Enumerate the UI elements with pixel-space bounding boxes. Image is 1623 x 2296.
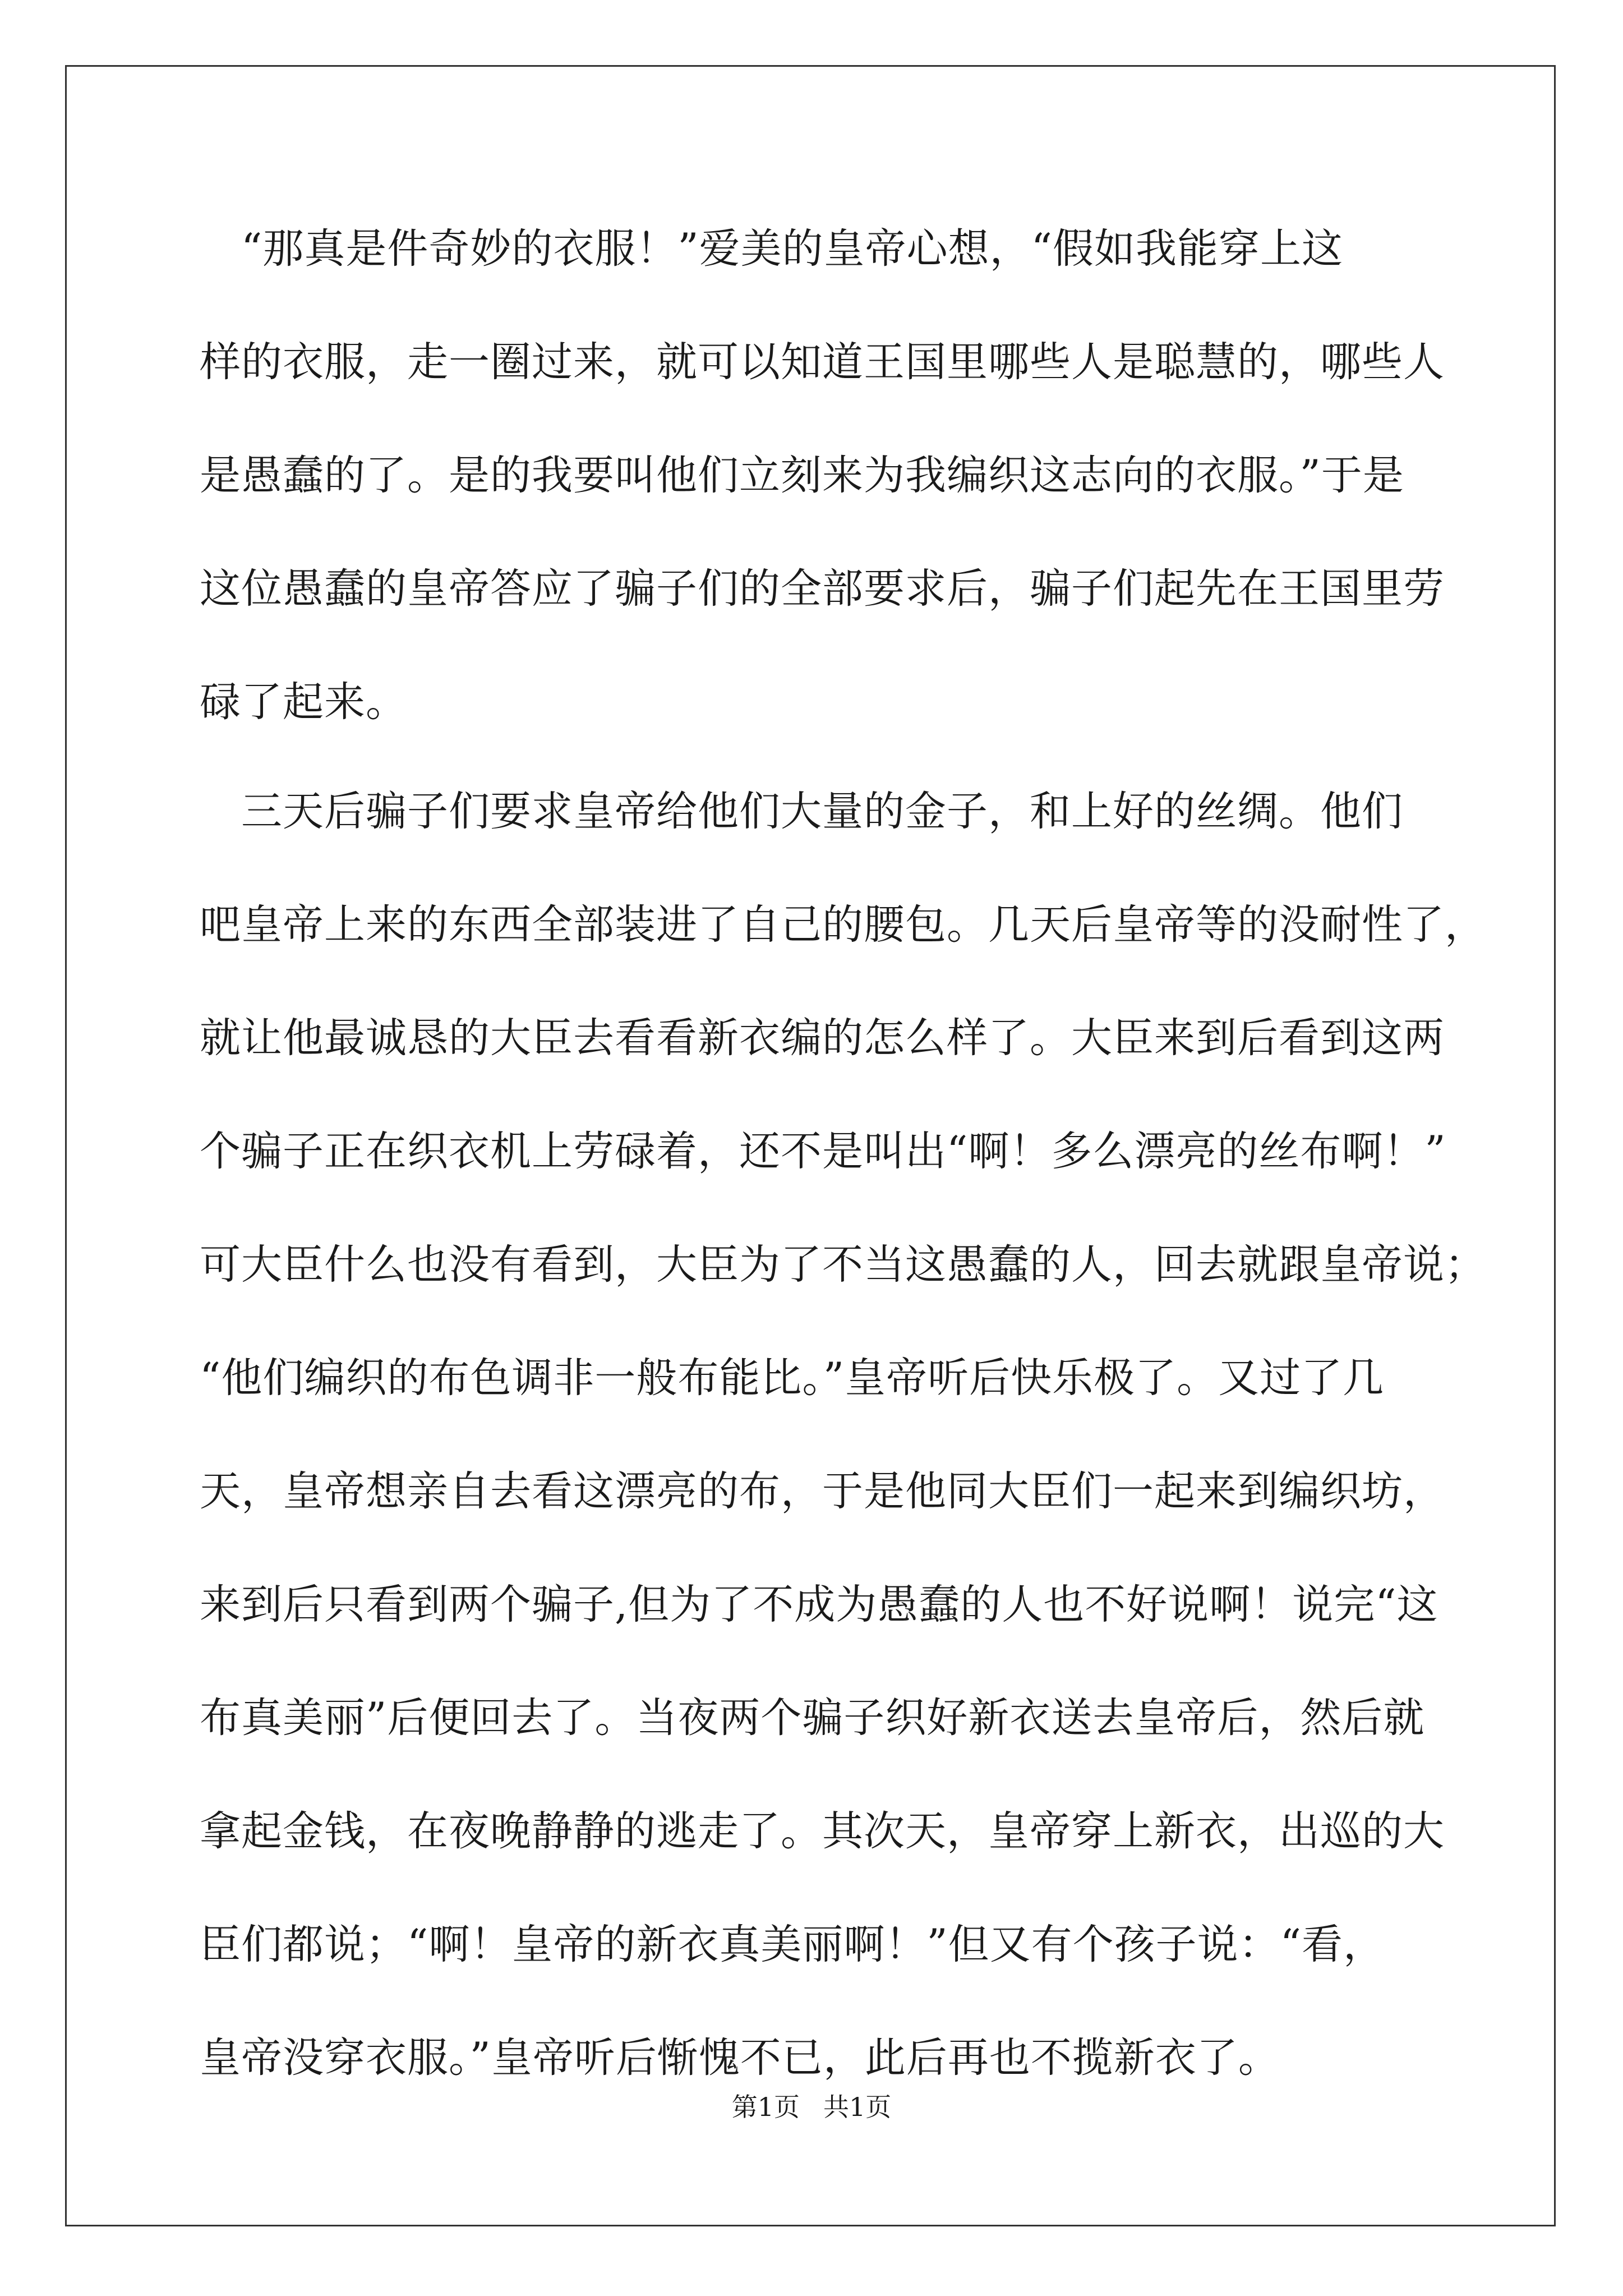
text-line: 布真美丽”后便回去了。当夜两个骗子织好新衣送去皇帝后，然后就	[200, 1694, 1425, 1742]
text-line: 天，皇帝想亲自去看这漂亮的布，于是他同大臣们一起来到编织坊，	[200, 1467, 1445, 1515]
text-line: 来到后只看到两个骗子,但为了不成为愚蠢的人也不好说啊！说完“这	[200, 1581, 1438, 1628]
text-line: 可大臣什么也没有看到，大臣为了不当这愚蠢的人，回去就跟皇帝说；	[200, 1241, 1486, 1289]
text-line: 吧皇帝上来的东西全部装进了自己的腰包。几天后皇帝等的没耐性了，	[200, 901, 1486, 949]
text-line: 样的衣服，走一圈过来，就可以知道王国里哪些人是聪慧的，哪些人	[200, 338, 1445, 386]
text-line: 皇帝没穿衣服。”皇帝听后惭愧不已，此后再也不揽新衣了。	[200, 2034, 1280, 2082]
text-line: 三天后骗子们要求皇帝给他们大量的金子，和上好的丝绸。他们	[200, 788, 1403, 835]
text-line: 是愚蠢的了。是的我要叫他们立刻来为我编织这志向的衣服。”于是	[200, 452, 1404, 499]
text-line: “他们编织的布色调非一般布能比。”皇帝听后快乐极了。又过了几	[200, 1354, 1385, 1402]
text-line: 臣们都说；“啊！皇帝的新衣真美丽啊！”但又有个孩子说：“看，	[200, 1921, 1385, 1968]
text-line: 个骗子正在织衣机上劳碌着，还不是叫出“啊！多么漂亮的丝布啊！”	[200, 1128, 1446, 1175]
page-total: 共1页	[823, 2092, 892, 2122]
text-line: “那真是件奇妙的衣服！”爱美的皇帝心想，“假如我能穿上这	[200, 225, 1343, 273]
text-line: 拿起金钱，在夜晚静静的逃走了。其次天，皇帝穿上新衣，出巡的大	[200, 1807, 1445, 1855]
page-footer	[0, 2090, 1623, 2124]
text-line: 这位愚蠢的皇帝答应了骗子们的全部要求后，骗子们起先在王国里劳	[200, 565, 1445, 613]
text-line: 碌了起来。	[200, 678, 407, 726]
text-line: 就让他最诚恳的大臣去看看新衣编的怎么样了。大臣来到后看到这两	[200, 1014, 1445, 1062]
page-number: 第1页	[731, 2092, 800, 2122]
